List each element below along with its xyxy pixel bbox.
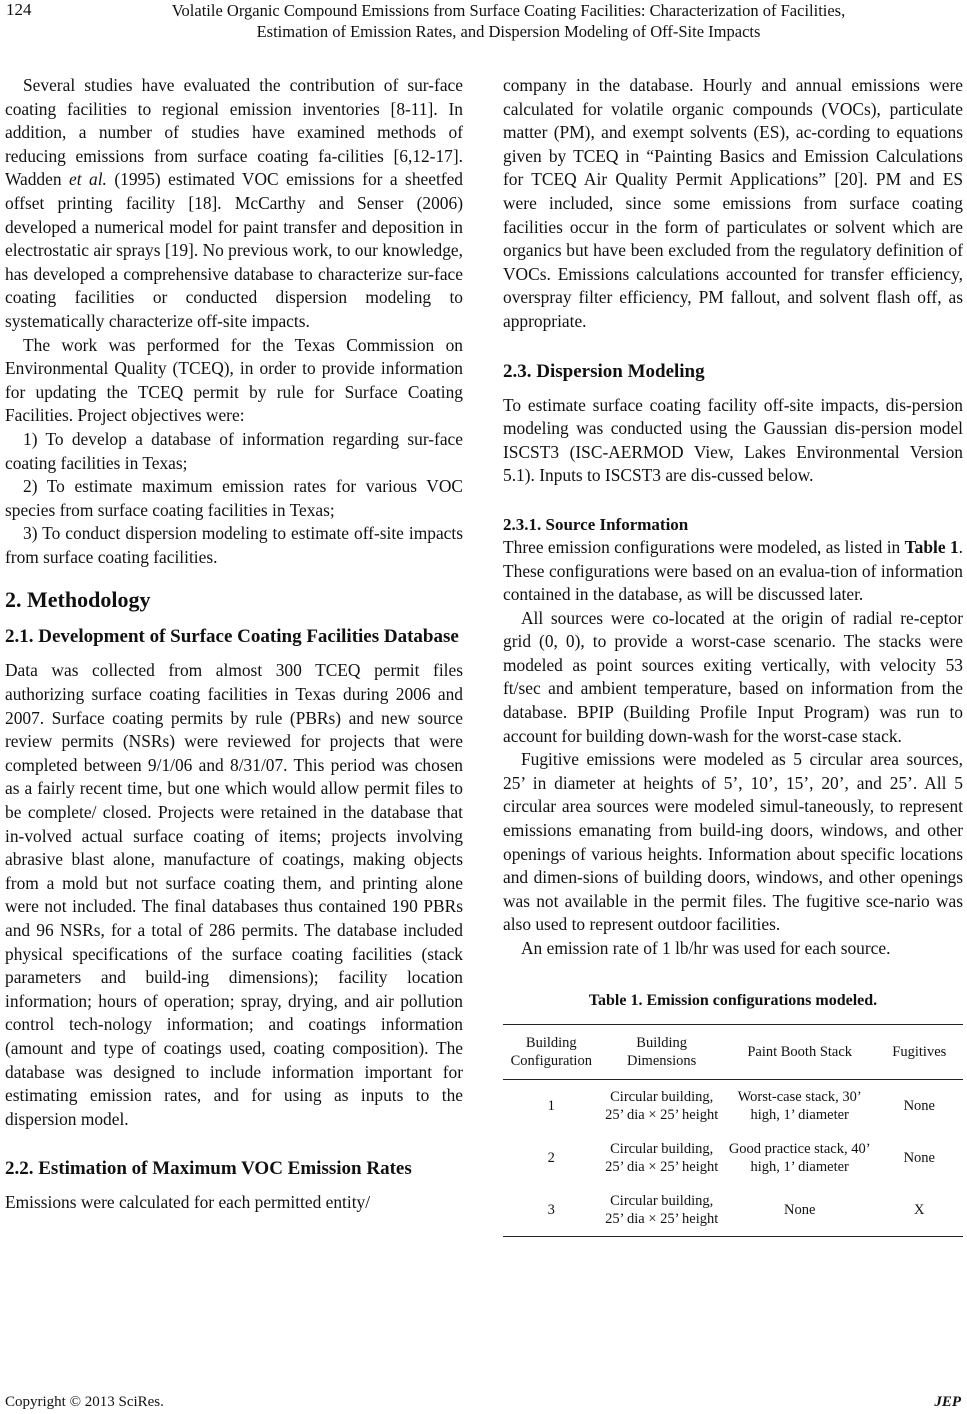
running-title-line-2: Estimation of Emission Rates, and Dispersion Modeling of Off-Site Impacts xyxy=(256,22,761,41)
table-cell: Good practice stack, 40’ high, 1’ diameter xyxy=(728,1141,871,1176)
paragraph-2-3: To estimate surface coating facility off-site impacts, dis-persion modeling was conducted using the Gaussian dis-persion model ISCST3 (ISC-AERMOD View, Lakes Environmental Version 5.1). Inputs to ISCST3 are dis-cussed below. xyxy=(503,394,963,486)
subsection-heading-2-3: 2.3. Dispersion Modeling xyxy=(503,360,705,382)
table-row xyxy=(503,1080,963,1133)
running-title-line-1: Volatile Organic Compound Emissions from Surface Coating Facilities: Characterization of Facilities, xyxy=(171,1,846,20)
objective-3: 3) To conduct dispersion modeling to estimate off-site impacts from surface coating facilities. xyxy=(5,523,463,567)
page-number: 124 xyxy=(6,0,32,19)
text-run: Three emission configurations were modeled, as listed in xyxy=(503,536,905,557)
table-header-cell: Building Configuration xyxy=(510,1035,592,1070)
section-heading-methodology: 2. Methodology xyxy=(5,587,151,613)
text-run: Several studies have evaluated the contribution of sur-face coating facilities to regional emission inventories [8-11]. In addition, a number of studies have examined methods of reducing emissions from surface coating fa-cilities [6,12-17]. Wadden xyxy=(5,75,463,190)
paragraph-tceq: The work was performed for the Texas Commission on Environmental Quality (TCEQ), in order to provide information for updating the TCEQ permit by rule for Surface Coating Facilities. Project objectives were: xyxy=(5,334,463,426)
paragraph-2-2: Emissions were calculated for each permitted entity/ xyxy=(5,1192,371,1213)
table-header-row xyxy=(503,1025,963,1080)
text-run: (1995) estimated VOC emissions for a sheetfed offset printing facility [18]. McCarthy and Senser (2006) developed a numerical model for paint transfer and deposition in electrostatic air sprays [19]. No previous work, to our knowledge, has developed a comprehensive database to characterize sur-face coating facilities or conducted dispersion modeling to systematically characterize off-site impacts. xyxy=(5,169,463,331)
paragraph-intro xyxy=(5,74,463,334)
subsubsection-heading-2-3-1: 2.3.1. Source Information xyxy=(503,514,689,534)
running-title xyxy=(60,0,957,42)
emission-configurations-table xyxy=(503,1024,963,1237)
table-cell: None xyxy=(903,1150,935,1167)
paragraph-fugitive: Fugitive emissions were modeled as 5 circular area sources, 25’ in diameter at heights of 5’, 10’, 15’, 20’, and 25’. All 5 circular area sources were modeled simul-taneously, to represent emissions emanating from build-ing doors, windows, and other openings of various heights. Information about specific locations and dimen-sions of building doors, windows, and other openings was not available in the permit files. The fugitive sce-nario was also used to represent outdoor facilities. xyxy=(503,749,963,935)
table-cell: 2 xyxy=(547,1150,555,1167)
table-row xyxy=(503,1184,963,1237)
table-cell: 3 xyxy=(547,1202,555,1219)
paragraph-2-2-continued: company in the database. Hourly and annual emissions were calculated for volatile organic compounds (VOCs), particulate matter (PM), and exempt solvents (ES), ac-cording to equations given by TCEQ in “Painting Basics and Emission Calculations for TCEQ Air Quality Permit Applications” [20]. PM and ES were included, since some emissions from surface coating facilities occur in the form of particulates or solvent which are organics but have been excluded from the regulatory definition of VOCs. Emissions calculations accounted for transfer efficiency, overspray filter efficiency, PM fallout, and solvent flash off, as appropriate. xyxy=(503,75,963,331)
paragraph-sources: All sources were co-located at the origin of radial re-ceptor grid (0, 0), to provide a worst-case scenario. The stacks were modeled as point sources exiting vertically, with velocity 53 ft/sec and ambient temperature, based on information from the database. BPIP (Building Profile Input Program) was run to account for building down-wash for the worst-case stack. xyxy=(503,607,963,746)
table-cell: Circular building, 25’ dia × 25’ height xyxy=(605,1193,719,1228)
table-reference-link[interactable]: Table 1 xyxy=(904,536,959,557)
left-column xyxy=(5,74,463,1215)
table-cell: 1 xyxy=(547,1098,555,1115)
objective-1: 1) To develop a database of information regarding sur-face coating facilities in Texas; xyxy=(5,428,463,473)
table-cell: X xyxy=(914,1202,925,1219)
paragraph-2-1: Data was collected from almost 300 TCEQ permit files authorizing surface coating facilities in Texas during 2006 and 2007. Surface coating permits by rule (PBRs) and new source review permits (NSRs) were reviewed for projects that were completed between 9/1/06 and 8/31/07. This period was chosen as a fairly recent time, but one which would allow permit files to be complete/ closed. Projects were retained in the database that in-volved actual surface coating of items; projects involving abrasive blast alone, manufacture of coatings, making objects from a mold but not surface coating them, and printing alone were not included. The final databases thus contained 190 PBRs and 96 NSRs, for a total of 286 permits. The database included physical specifications of the surface coating facilities (stack parameters and build-ing dimensions); facility location information; hours of operation; spray, drying, and air pollution control tech-nology information; and coatings information (amount and type of coatings used, coating composition). The database was designed to include information important for estimating emission rates, and for using as inputs to the dispersion model. xyxy=(5,660,463,1129)
journal-abbreviation: JEP xyxy=(934,1394,961,1410)
subsection-heading-2-2: 2.2. Estimation of Maximum VOC Emission Rates xyxy=(5,1158,412,1180)
right-column xyxy=(503,74,963,1237)
table-header-cell: Fugitives xyxy=(892,1044,947,1061)
paragraph-2-3-1 xyxy=(503,536,963,607)
table-cell: Circular building, 25’ dia × 25’ height xyxy=(605,1141,719,1176)
table-cell: None xyxy=(783,1202,816,1219)
table-cell: None xyxy=(903,1098,935,1115)
table-row xyxy=(503,1132,963,1184)
page-footer xyxy=(0,1394,967,1414)
page-header xyxy=(0,0,967,40)
table-header-cell: Paint Booth Stack xyxy=(747,1044,853,1061)
subsection-heading-2-1: 2.1. Development of Surface Coating Facilities Database xyxy=(5,626,459,648)
table-cell: Worst-case stack, 30’ high, 1’ diameter xyxy=(737,1089,862,1124)
copyright-notice: Copyright © 2013 SciRes. xyxy=(5,1394,164,1410)
table-header-cell: Building Dimensions xyxy=(627,1035,697,1070)
text-run: . These configurations were based on an evalua-tion of information contained in the database, as will be discussed later. xyxy=(503,536,964,605)
table-caption: Table 1. Emission configurations modeled. xyxy=(588,991,878,1009)
paragraph-emission-rate: An emission rate of 1 lb/hr was used for each source. xyxy=(521,938,891,958)
table-cell: Circular building, 25’ dia × 25’ height xyxy=(605,1089,719,1124)
text-run-italic: et al. xyxy=(69,169,107,190)
objective-2: 2) To estimate maximum emission rates for various VOC species from surface coating facilities in Texas; xyxy=(5,476,463,520)
